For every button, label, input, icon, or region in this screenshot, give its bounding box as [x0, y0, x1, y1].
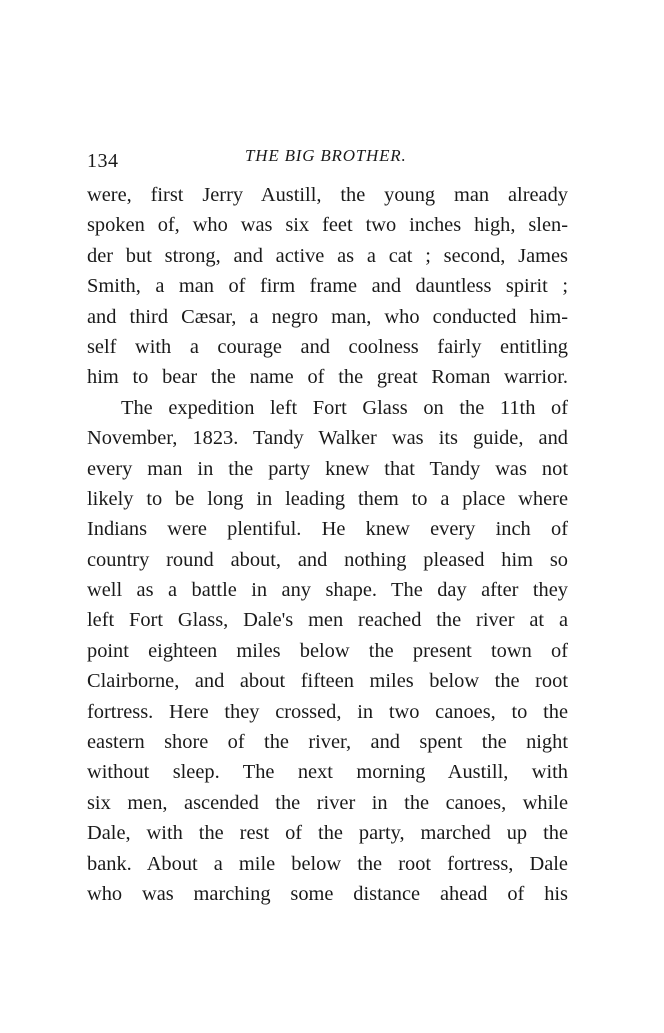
- body-text: [87, 180, 568, 909]
- text-line: were, first Jerry Austill, the young man already: [87, 184, 568, 206]
- text-line: without sleep. The next morning Austill, with: [87, 761, 568, 784]
- text-line: fortress. Here they crossed, in two canoes, to the: [87, 700, 568, 723]
- text-line: him to bear the name of the great Roman warrior.: [87, 366, 568, 389]
- text-line: who was marching some distance ahead of his: [87, 882, 568, 905]
- text-line: eastern shore of the river, and spent the night: [87, 731, 568, 754]
- text-line: and third Cæsar, a negro man, who conducted him-: [87, 305, 568, 328]
- text-line: self with a courage and coolness fairly entitling: [87, 335, 568, 358]
- text-line: country round about, and nothing pleased him so: [87, 548, 568, 571]
- text-line: six men, ascended the river in the canoes, while: [87, 791, 568, 814]
- text-line: spoken of, who was six feet two inches high, slen-: [87, 214, 568, 237]
- book-page: [87, 146, 568, 909]
- paragraph-first-line: The expedition left Fort Glass on the 11th of: [121, 396, 568, 419]
- text-line: well as a battle in any shape. The day after they: [87, 579, 568, 602]
- text-line: point eighteen miles below the present town of: [87, 639, 568, 662]
- text-line: every man in the party knew that Tandy was not: [87, 457, 568, 480]
- text-line: Smith, a man of firm frame and dauntless spirit ;: [87, 275, 568, 298]
- text-line: bank. About a mile below the root fortress, Dale: [87, 852, 568, 875]
- text-line: Dale, with the rest of the party, marched up the: [87, 822, 568, 845]
- text-line: der but strong, and active as a cat ; second, James: [87, 244, 568, 267]
- text-line: November, 1823. Tandy Walker was its guide, and: [87, 427, 568, 450]
- text-line: Indians were plentiful. He knew every inch of: [87, 518, 568, 541]
- text-line: likely to be long in leading them to a place where: [87, 487, 568, 510]
- running-head: [87, 146, 568, 176]
- page-number: 134: [87, 150, 119, 172]
- text-line: Clairborne, and about fifteen miles below the root: [87, 670, 568, 693]
- running-title: THE BIG BROTHER.: [245, 146, 407, 165]
- text-line: left Fort Glass, Dale's men reached the river at a: [87, 609, 568, 632]
